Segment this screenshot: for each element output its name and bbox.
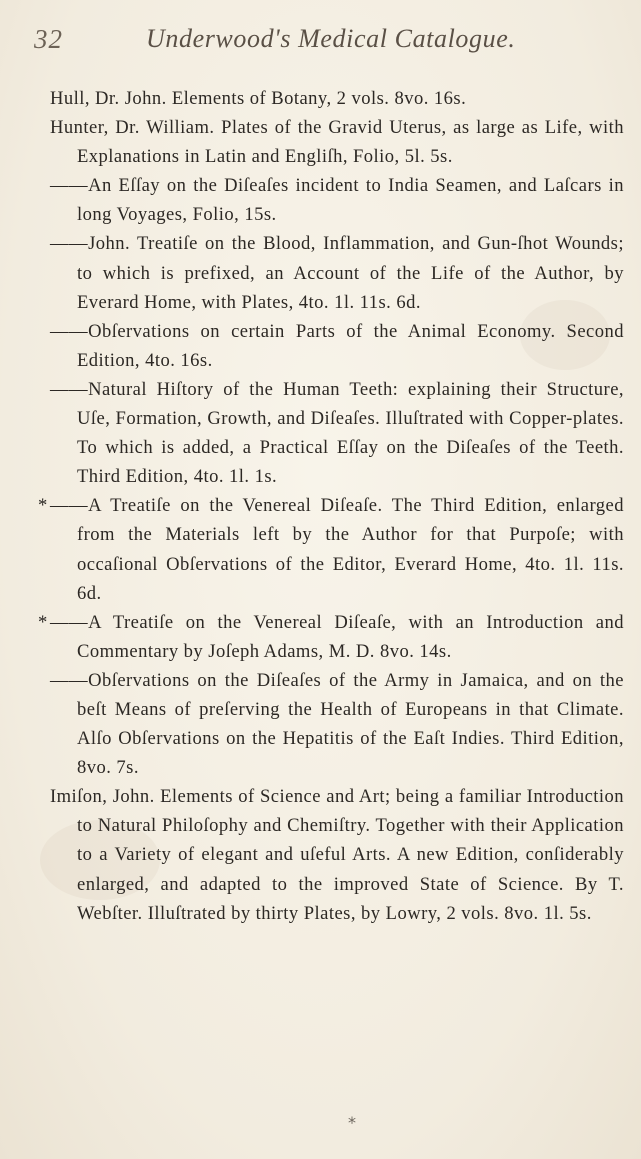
catalogue-entry [50, 317, 624, 375]
entry-marker: * [38, 495, 48, 517]
catalogue-entry [50, 375, 624, 491]
entry-text: Imiſon, John. Elements of Science and Art; being a familiar Introduction to Natural Philoſophy and Chemiſtry. Together with their Application to a Variety of elegant and uſeful Arts. A new Edition, conſiderably enlarged, and adapted to the improved State of Science. By T. Webſter. Illuſtrated by thirty Plates, by Lowry, 2 vols. 8vo. 1l. 5s. [50, 786, 624, 924]
catalogue-entry [50, 782, 624, 927]
entry-text: Hunter, Dr. William. Plates of the Gravid Uterus, as large as Life, with Explanations in Latin and Engliſh, Folio, 5l. 5s. [50, 117, 624, 168]
catalogue-entry [50, 171, 624, 229]
running-head: Underwood's Medical Catalogue. [146, 24, 516, 53]
entry-text: Hull, Dr. John. Elements of Botany, 2 vols. 8vo. 16s. [50, 88, 467, 109]
catalogue-entry [38, 608, 624, 666]
page-header [34, 24, 624, 64]
catalogue-entries [38, 84, 624, 928]
entry-text: ——John. Treatiſe on the Blood, Inflammation, and Gun-ſhot Wounds; to which is prefixed, an Account of the Life of the Author, by Everard Home, with Plates, 4to. 1l. 11s. 6d. [50, 233, 624, 313]
entry-text: ——A Treatiſe on the Venereal Diſeaſe, with an Introduction and Commentary by Joſeph Adams, M. D. 8vo. 14s. [50, 611, 624, 662]
entry-marker: * [38, 611, 48, 633]
entry-text: ——A Treatiſe on the Venereal Diſeaſe. The Third Edition, enlarged from the Materials left by the Author for that Purpoſe; with occaſional Obſervations of the Editor, Everard Home, 4to. 1l. 11s. 6d. [50, 495, 624, 604]
entry-text: ——Obſervations on certain Parts of the Animal Economy. Second Edition, 4to. 16s. [50, 320, 624, 371]
signature-mark: * [348, 1113, 356, 1132]
catalogue-entry [38, 491, 624, 607]
entry-text: ——Obſervations on the Diſeaſes of the Army in Jamaica, and on the beſt Means of preſerving the Health of Europeans in that Climate. Alſo Obſervations on the Hepatitis of the Eaſt Indies. Third Edition, 8vo. 7s. [50, 669, 624, 779]
entry-text: ——Natural Hiſtory of the Human Teeth: explaining their Structure, Uſe, Formation, Growth, and Diſeaſes. Illuſtrated with Copper-plates. To which is added, a Practical Eſſay on the Diſeaſes of the Teeth. Third Edition, 4to. 1l. 1s. [50, 378, 624, 488]
catalogue-entry [50, 84, 624, 113]
catalogue-entry [50, 113, 624, 171]
entry-text: ——An Eſſay on the Diſeaſes incident to India Seamen, and Laſcars in long Voyages, Folio, 15s. [50, 175, 624, 226]
catalogue-entry [50, 229, 624, 316]
page-number: 32 [34, 24, 63, 54]
catalogue-entry [50, 666, 624, 782]
